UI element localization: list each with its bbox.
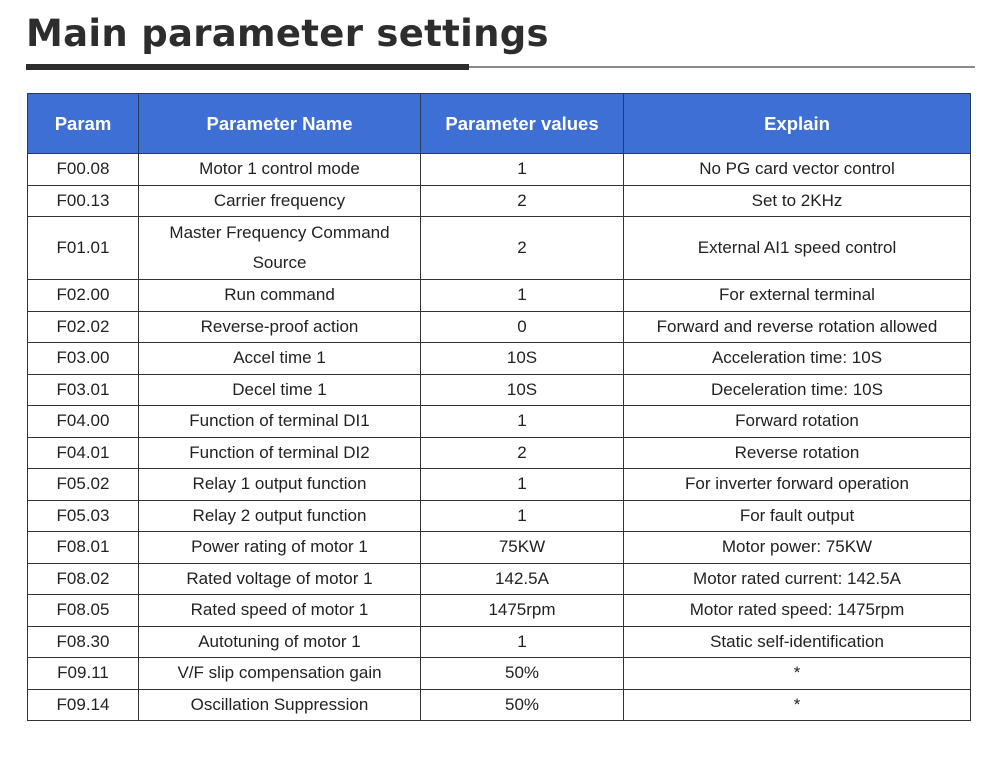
parameter-value-cell: 1 [421, 500, 624, 532]
parameter-name-cell: Power rating of motor 1 [139, 532, 421, 564]
param-code-cell: F08.30 [28, 626, 139, 658]
param-code-cell: F09.11 [28, 658, 139, 690]
explain-cell: Motor rated speed: 1475rpm [624, 595, 971, 627]
parameter-name-cell: Function of terminal DI1 [139, 406, 421, 438]
parameter-value-cell: 50% [421, 658, 624, 690]
header-parameter-name: Parameter Name [139, 94, 421, 154]
table-row [28, 185, 971, 217]
header-explain: Explain [624, 94, 971, 154]
param-code-cell: F02.02 [28, 311, 139, 343]
parameter-name-cell: Reverse-proof action [139, 311, 421, 343]
parameter-name-cell: Motor 1 control mode [139, 154, 421, 186]
parameter-value-cell: 142.5A [421, 563, 624, 595]
table-body [28, 154, 971, 721]
parameter-value-cell: 50% [421, 689, 624, 721]
explain-cell: Reverse rotation [624, 437, 971, 469]
explain-cell: Forward and reverse rotation allowed [624, 311, 971, 343]
parameter-value-cell: 2 [421, 217, 624, 280]
parameter-name-cell: Accel time 1 [139, 343, 421, 375]
explain-cell: Set to 2KHz [624, 185, 971, 217]
parameter-value-cell: 10S [421, 343, 624, 375]
param-code-cell: F08.02 [28, 563, 139, 595]
parameter-value-cell: 1 [421, 280, 624, 312]
parameter-value-cell: 1 [421, 469, 624, 501]
param-code-cell: F03.00 [28, 343, 139, 375]
parameter-table [27, 93, 971, 721]
explain-cell: Motor power: 75KW [624, 532, 971, 564]
explain-cell: Acceleration time: 10S [624, 343, 971, 375]
table-header-row [28, 94, 971, 154]
parameter-name-cell: Run command [139, 280, 421, 312]
table-row [28, 563, 971, 595]
header-param: Param [28, 94, 139, 154]
parameter-value-cell: 1475rpm [421, 595, 624, 627]
explain-cell: For external terminal [624, 280, 971, 312]
explain-cell: For inverter forward operation [624, 469, 971, 501]
parameter-name-cell: Oscillation Suppression [139, 689, 421, 721]
parameter-value-cell: 1 [421, 154, 624, 186]
table-row [28, 406, 971, 438]
explain-cell: Static self-identification [624, 626, 971, 658]
parameter-value-cell: 2 [421, 185, 624, 217]
explain-cell: For fault output [624, 500, 971, 532]
explain-cell: * [624, 658, 971, 690]
param-code-cell: F03.01 [28, 374, 139, 406]
param-code-cell: F02.00 [28, 280, 139, 312]
param-code-cell: F01.01 [28, 217, 139, 280]
table-row [28, 658, 971, 690]
parameter-name-cell: Function of terminal DI2 [139, 437, 421, 469]
parameter-value-cell: 1 [421, 626, 624, 658]
explain-cell: External AI1 speed control [624, 217, 971, 280]
param-code-cell: F08.01 [28, 532, 139, 564]
parameter-name-cell: Relay 2 output function [139, 500, 421, 532]
parameter-value-cell: 10S [421, 374, 624, 406]
param-code-cell: F00.08 [28, 154, 139, 186]
parameter-name-cell: Autotuning of motor 1 [139, 626, 421, 658]
param-code-cell: F09.14 [28, 689, 139, 721]
param-code-cell: F05.03 [28, 500, 139, 532]
explain-cell: * [624, 689, 971, 721]
table-row [28, 595, 971, 627]
parameter-value-cell: 0 [421, 311, 624, 343]
table-row [28, 437, 971, 469]
parameter-name-cell: Carrier frequency [139, 185, 421, 217]
table-row [28, 689, 971, 721]
param-code-cell: F08.05 [28, 595, 139, 627]
page-title: Main parameter settings [26, 12, 549, 55]
table-row [28, 311, 971, 343]
table-row [28, 374, 971, 406]
parameter-name-cell: Relay 1 output function [139, 469, 421, 501]
param-code-cell: F05.02 [28, 469, 139, 501]
parameter-value-cell: 75KW [421, 532, 624, 564]
table-row [28, 500, 971, 532]
parameter-name-cell: Rated speed of motor 1 [139, 595, 421, 627]
explain-cell: Deceleration time: 10S [624, 374, 971, 406]
param-code-cell: F00.13 [28, 185, 139, 217]
explain-cell: Forward rotation [624, 406, 971, 438]
table-row [28, 626, 971, 658]
table-row [28, 532, 971, 564]
table-row [28, 154, 971, 186]
parameter-value-cell: 2 [421, 437, 624, 469]
explain-cell: Motor rated current: 142.5A [624, 563, 971, 595]
header-parameter-values: Parameter values [421, 94, 624, 154]
parameter-name-cell: Rated voltage of motor 1 [139, 563, 421, 595]
param-code-cell: F04.00 [28, 406, 139, 438]
parameter-name-cell: Decel time 1 [139, 374, 421, 406]
table-row [28, 217, 971, 280]
parameter-name-cell: Master Frequency Command Source [139, 217, 421, 280]
explain-cell: No PG card vector control [624, 154, 971, 186]
table-row [28, 469, 971, 501]
table-row [28, 280, 971, 312]
table-row [28, 343, 971, 375]
title-underline-accent [26, 64, 469, 70]
parameter-value-cell: 1 [421, 406, 624, 438]
parameter-name-cell: V/F slip compensation gain [139, 658, 421, 690]
param-code-cell: F04.01 [28, 437, 139, 469]
